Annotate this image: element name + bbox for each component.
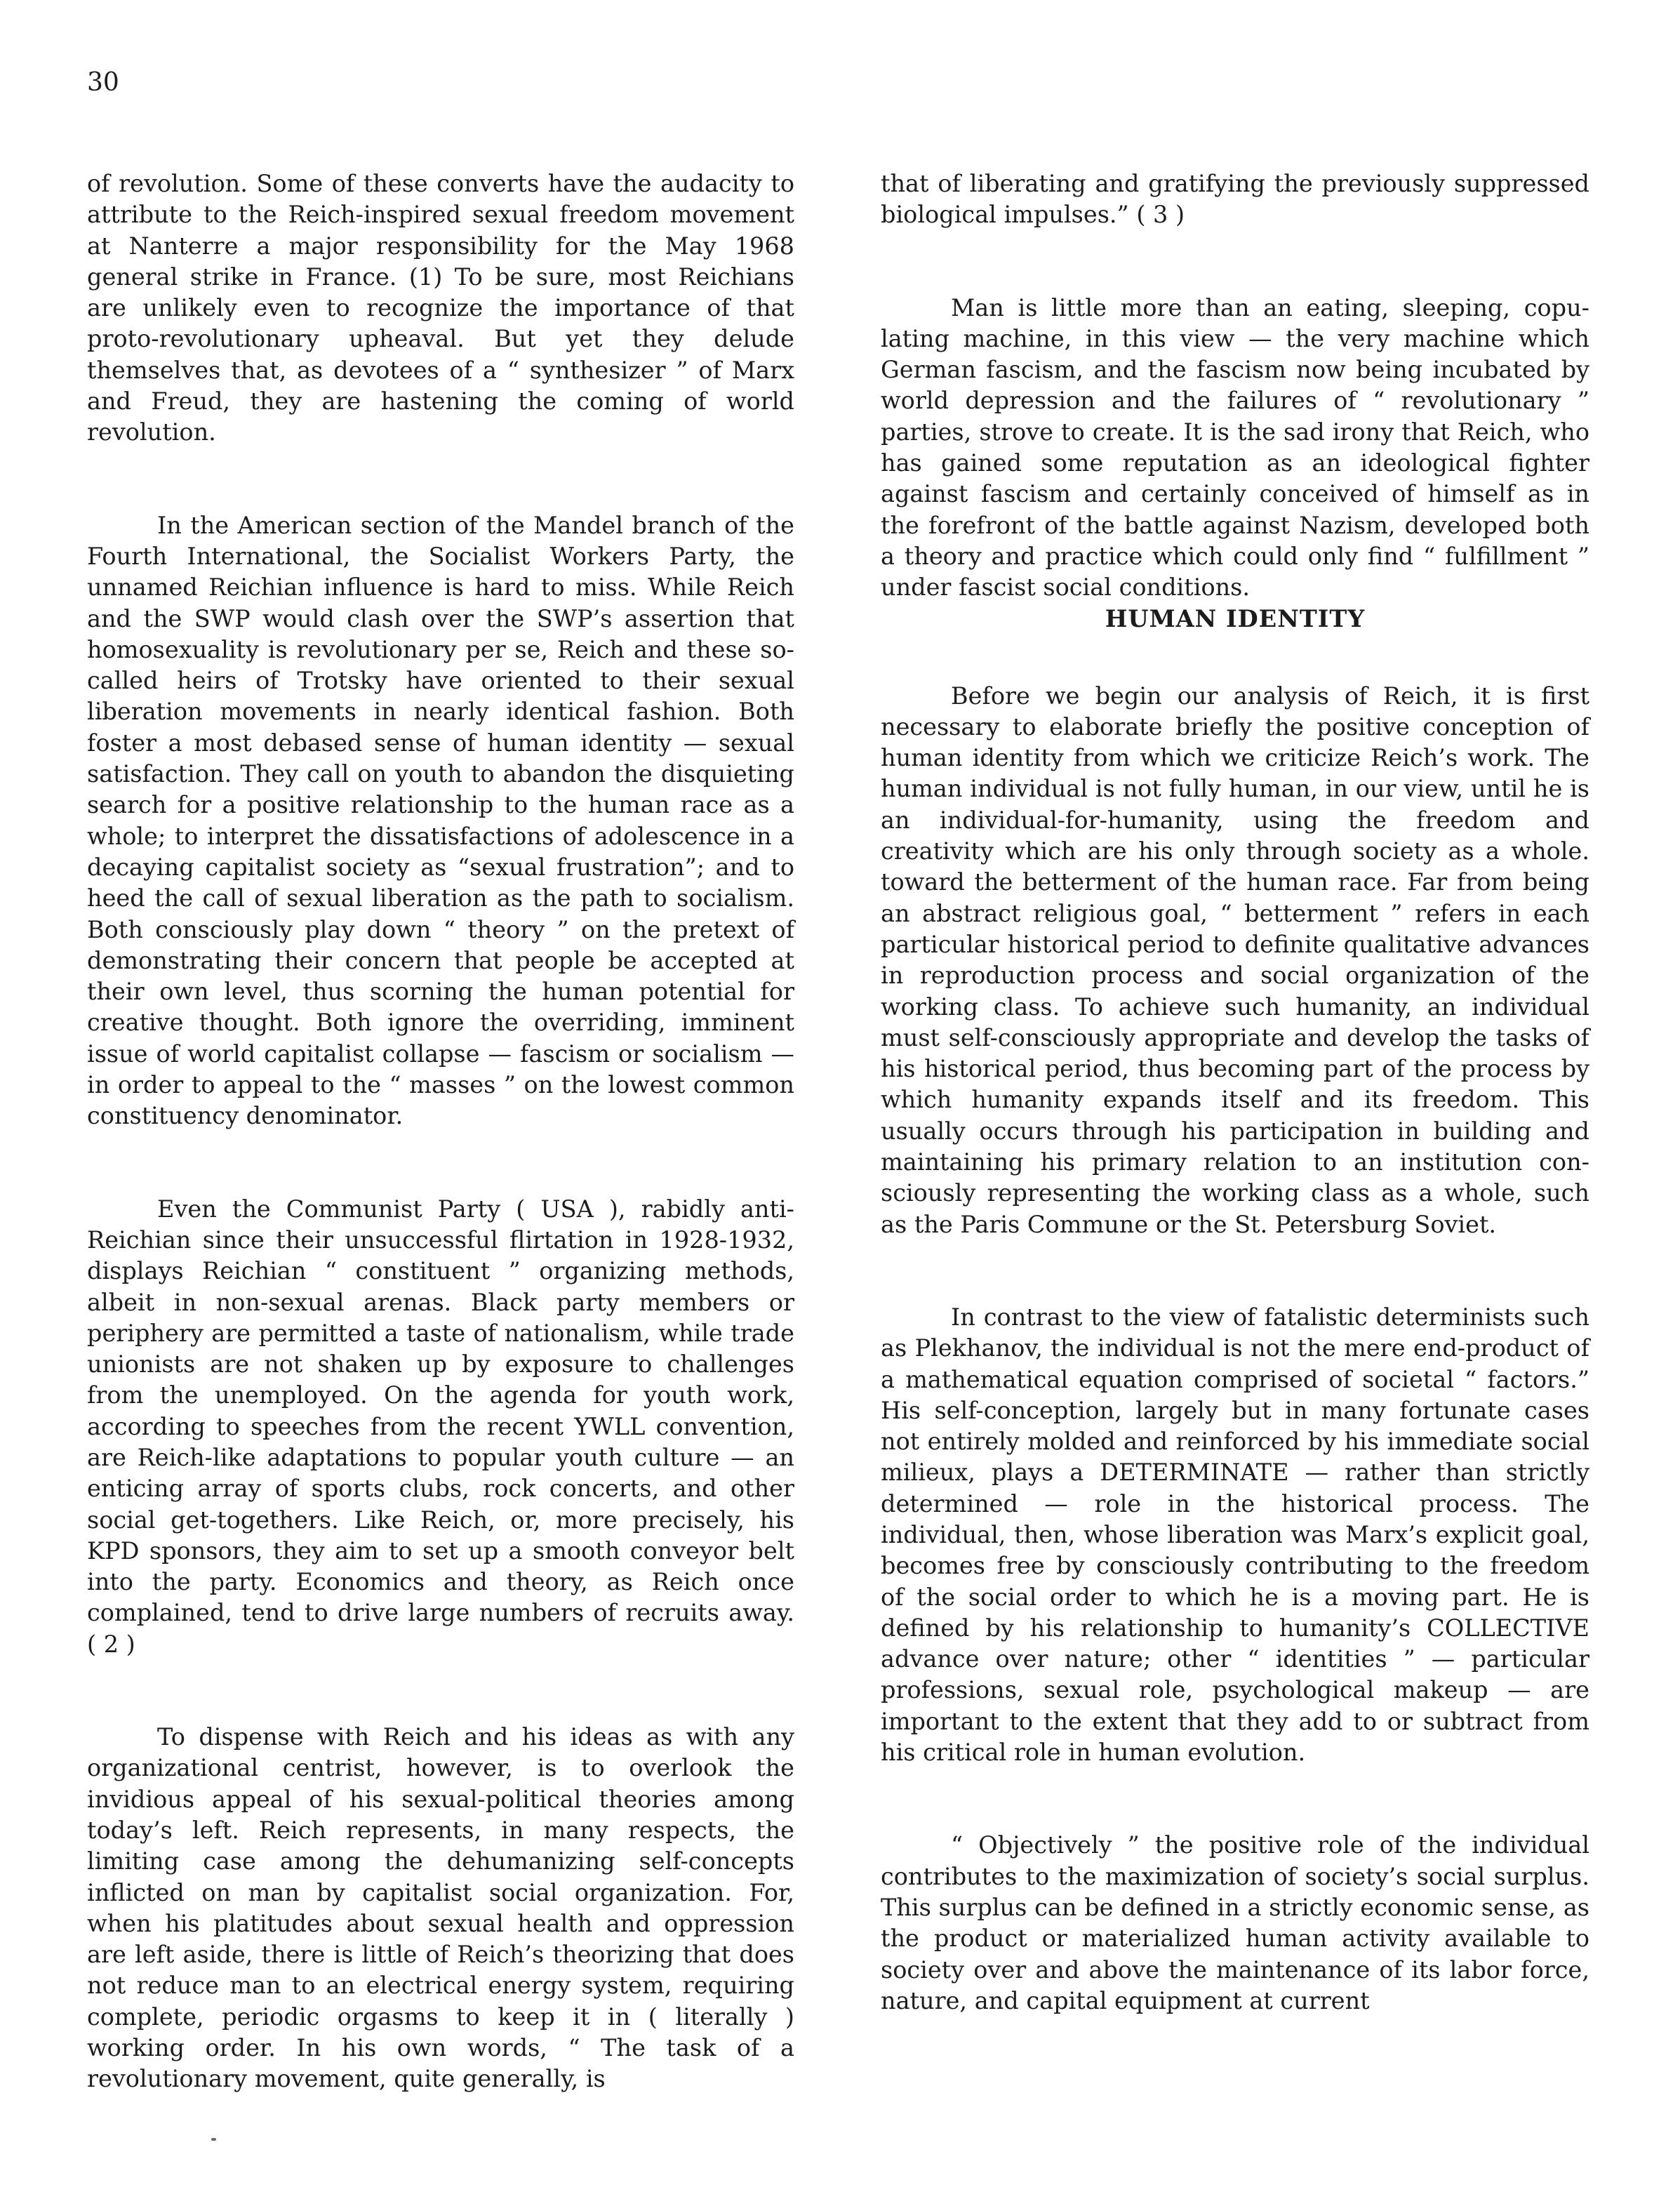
right-paragraph-3: Before we begin our analysis of Reich, it is first necessary to elaborate briefly the positive conception of human identity from which we criticize Reich’s work. The human individual is not fully human, in our view, until he is an individual-for-humanity, using the freedom and creativity which are his only through society as a whole. toward the betterment of the human race. Far from being an abstract religious goal, “ betterment ” refers in each particular historical period to definite qualitative advances in reproduction process and social organization of the working class. To achieve such humanity, an individual must self-consciously appropriate and develop the tasks of his historical period, thus becoming part of the process by which humanity expands itself and its freedom. This usually occurs through his participation in building and maintaining his primary relation to an institution consciously representing the working class as a whole, such as the Paris Commune or the St. Petersburg Soviet. [881,682,1589,1238]
left-paragraph-3: Even the Communist Party ( USA ), rabidly anti-Reichian since their unsuccessful flirtation in 1928-1932, displays Reichian “ constituent ” organizing methods, albeit in non-sexual arenas. Black party members or periphery are permitted a taste of nationalism, while trade unionists are not shaken up by exposure to challenges from the unemployed. On the agenda for youth work, according to speeches from the recent YWLL convention, are Reich-like adaptations to popular youth culture — an enticing array of sports clubs, rock concerts, and other social get-togethers. Like Reich, or, more precisely, his KPD sponsors, they aim to set up a smooth conveyor belt into the party. Economics and theory, as Reich once complained, tend to drive large numbers of recruits away. ( 2 ) [87,1195,794,1658]
left-column [87,168,794,2095]
left-paragraph-1: of revolution. Some of these converts have the audacity to attribute to the Reich-inspired sexual freedom movement at Nanterre a major responsibility for the May 1968 general strike in France. (1) To be sure, most Reichians are unlikely even to recognize the importance of that proto-revolutionary upheaval. But yet they delude themselves that, as devotees of a “ synthesizer ” of Marx and Freud, they are hastening the coming of world revolution. [87,170,794,446]
left-paragraph-4: To dispense with Reich and his ideas as with any organizational centrist, however, is to overlook the invidious appeal of his sexual-political theories among today’s left. Reich represents, in many respects, the limiting case among the dehumanizing self-concepts inflicted on man by capitalist social organization. For, when his platitudes about sexual health and oppression are left aside, there is little of Reich’s theorizing that does not reduce man to an electrical energy system, requiring complete, periodic orgasms to keep it in ( literally ) working order. In his own words, “ The task of a revolutionary movement, quite generally, is [87,1723,794,2093]
right-paragraph-4: In contrast to the view of fatalistic determinists such as Plekhanov, the individual is not the mere end-product of a mathematical equation comprised of societal “ factors.” His self-conception, largely but in many fortunate cases not entirely molded and reinforced by his immediate social milieux, plays a DETERMINATE — rather than strictly determined — role in the historical process. The individual, then, whose liberation was Marx’s explicit goal, becomes free by consciously contributing to the freedom of the social order to which he is a moving part. He is defined by his relationship to humanity’s COLLECTIVE advance over nature; other “ identities ” — particular professions, sexual role, psychological makeup — are important to the extent that they add to or subtract from his critical role in human evolution. [881,1303,1589,1767]
left-paragraph-2: In the American section of the Mandel branch of the Fourth International, the Socialist Workers Party, the unnamed Reichian influence is hard to miss. While Reich and the SWP would clash over the SWP’s assertion that homosexuality is revolutionary per se, Reich and these so-called heirs of Trotsky have oriented to their sexual liberation movements in nearly identical fashion. Both foster a most debased sense of human identity — sexual satisfaction. They call on youth to abandon the disquieting search for a positive relationship to the human race as a whole; to interpret the dissatisfactions of adolescence in a decaying capitalist society as “sexual frustration”; and to heed the call of sexual liberation as the path to socialism. Both consciously play down “ theory ” on the pretext of demonstrating their concern that people be accepted at their own level, thus scorning the human potential for creative thought. Both ignore the overriding, imminent issue of world capitalist collapse — fascism or socialism — in order to appeal to the “ masses ” on the lowest common constituency denominator. [87,511,794,1130]
page-number: 30 [87,68,119,97]
right-paragraph-2: Man is little more than an eating, sleeping, copulating machine, in this view — the very machine which German fascism, and the fascism now being incubated by world depression and the failures of “ revolutionary ” parties, strove to create. It is the sad irony that Reich, who has gained some reputation as an ideological fighter against fascism and certainly conceived of himself as in the forefront of the battle against Nazism, developed both a theory and practice which could only find “ fulfillment ” under fascist social conditions. [881,293,1589,602]
right-paragraph-1: that of liberating and gratifying the previously suppressed biological impulses.” ( 3 ) [881,170,1589,229]
stray-ink-mark [211,2138,216,2141]
right-column [881,168,1589,2017]
right-paragraph-5: “ Objectively ” the positive role of the individual contributes to the maximization of society’s social surplus. This surplus can be defined in a strictly economic sense, as the product or materialized human activity available to society over and above the maintenance of its labor force, nature, and capital equipment at current [881,1831,1589,2014]
section-heading: HUMAN IDENTITY [1105,604,1366,632]
